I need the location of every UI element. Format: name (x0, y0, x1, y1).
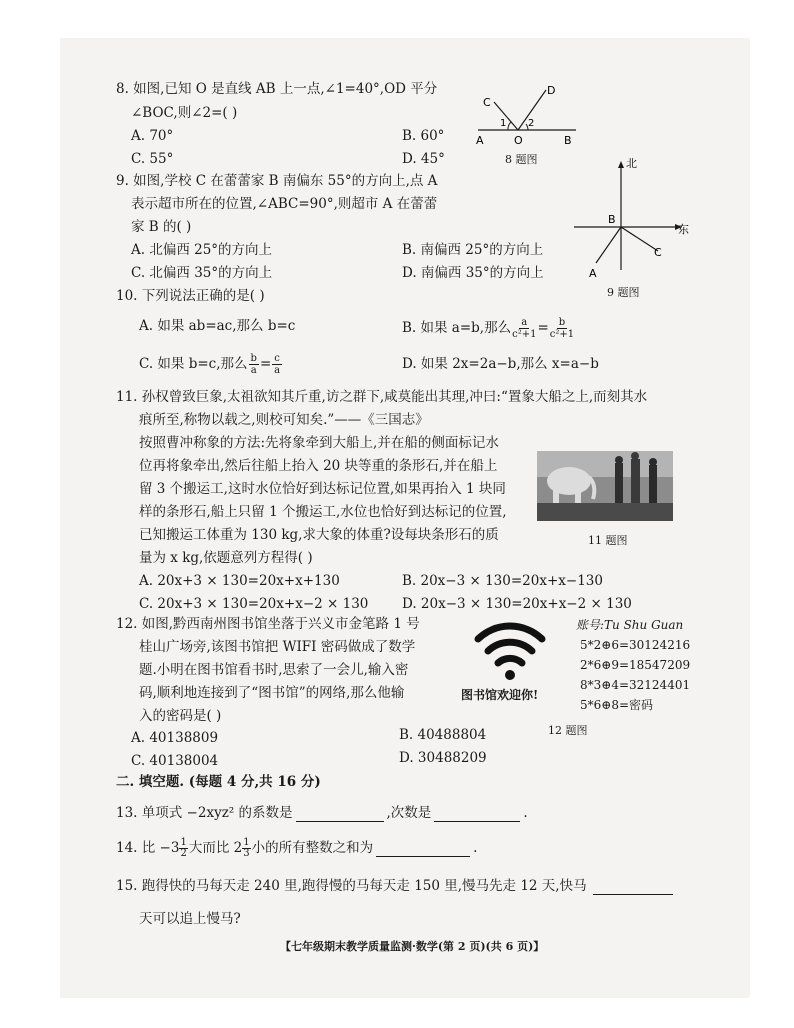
q14-text-post: 小的所有整数之和为 (251, 840, 374, 856)
numerator: a (521, 316, 528, 328)
q9-caption: 9 题图 (607, 286, 640, 299)
person-head-icon (649, 458, 657, 466)
q15-blank-days[interactable] (593, 880, 673, 895)
q11-line5: 留 3 个搬运工,这时水位恰好到达标记位置,如果再抬入 1 块同 (139, 481, 506, 497)
q11-line7: 已知搬运工体重为 130 kg,求大象的体重?设每块条形石的质 (139, 527, 499, 543)
q9-option-b: B. 南偏西 25°的方向上 (402, 242, 544, 258)
q12-equation-1: 5*2⊕6=30124216 (580, 638, 691, 652)
q11-line1: 11. 孙权曾致巨象,太祖欲知其斤重,访之群下,咸莫能出其理,冲曰:“置象大船之上,而刻其水 (116, 389, 648, 405)
q14-text-mid: 大而比 2 (188, 840, 243, 856)
q9-option-d: D. 南偏西 35°的方向上 (402, 265, 544, 281)
denominator: a (250, 364, 257, 376)
q14-text-end: . (473, 840, 478, 856)
q10-option-c-text: C. 如果 b=c,那么 (139, 356, 248, 372)
q10-option-a: A. 如果 ab=ac,那么 b=c (139, 318, 296, 334)
q15-text-line1: 15. 跑得快的马每天走 240 里,跑得慢的马每天走 150 里,慢马先走 12 天,快马 (116, 878, 587, 894)
q12-line1: 12. 如图,黔西南州图书馆坐落于兴义市金笔路 1 号 (116, 616, 420, 632)
q11-option-c: C. 20x+3 × 130=20x+x−2 × 130 (139, 596, 369, 612)
q13 (116, 804, 528, 822)
q10-stem: 10. 下列说法正确的是( ) (116, 288, 265, 304)
q9-option-c: C. 北偏西 35°的方向上 (131, 265, 273, 281)
q14-blank-answer[interactable] (376, 840, 470, 857)
q9-stem-line3: 家 B 的( ) (131, 219, 192, 235)
q9-stem-line2: 表示超市所在的位置,∠ABC=90°,则超市 A 在蕾蕾 (131, 196, 438, 212)
q14 (116, 834, 477, 862)
q11-option-b: B. 20x−3 × 130=20x+x−130 (402, 573, 603, 589)
q11-line2: 痕所至,称物以载之,则校可知矣.”——《三国志》 (139, 412, 429, 428)
person-head-icon (615, 456, 623, 464)
elephant-leg (575, 489, 581, 505)
q10-option-b-text: B. 如果 a=b,那么 (402, 320, 512, 336)
q12-option-a: A. 40138809 (131, 730, 219, 746)
q10-c-equals: = (259, 356, 272, 372)
q12-line3: 题.小明在图书馆看书时,思索了一会儿,输入密 (139, 662, 409, 678)
q11-option-d: D. 20x−3 × 130=20x+x−2 × 130 (402, 596, 632, 612)
q14-fraction-2 (242, 838, 250, 859)
q10-option-d: D. 如果 2x=2a−b,那么 x=a−b (402, 356, 599, 372)
q13-text-pre: 13. 单项式 −2xyz² 的系数是 (116, 805, 293, 821)
wifi-icon (470, 615, 550, 685)
q12-option-d: D. 30488209 (399, 750, 487, 766)
elephant-leg (553, 489, 559, 505)
q12-option-c: C. 40138004 (131, 753, 219, 769)
q12-caption: 12 题图 (548, 724, 588, 737)
denominator: 3 (243, 847, 250, 859)
q12-equation-4: 5*6⊕8=密码 (580, 698, 654, 712)
denominator: a (274, 364, 281, 376)
q8-label-angle1: 1 (500, 118, 507, 129)
q10-c-fraction-left (249, 353, 259, 376)
q11-line8: 量为 x kg,依题意列方程得( ) (139, 550, 313, 566)
denominator: 2 (180, 847, 187, 859)
q13-blank-coefficient[interactable] (296, 807, 384, 822)
q10-option-b (402, 312, 575, 344)
page-footer: 【七年级期末教学质量监测·数学(第 2 页)(共 6 页)】 (280, 940, 545, 953)
q8-label-b: B (564, 134, 572, 147)
q9-label-east: 东 (678, 223, 689, 236)
q11-line6: 样的条形石,船上只留 1 个搬运工,水位也恰好到达标记的位置, (139, 504, 507, 520)
person-figure-icon (649, 465, 657, 503)
person-head-icon (631, 452, 639, 460)
q9-label-c: C (654, 246, 662, 259)
q8-caption: 8 题图 (505, 153, 538, 166)
denominator: c²+1 (512, 328, 537, 340)
numerator: 1 (180, 836, 187, 848)
q12-equation-2: 2*6⊕9=18547209 (580, 658, 691, 672)
q11-elephant-illustration (537, 451, 673, 521)
q9-ray-bc (621, 227, 658, 251)
q9-stem-line1: 9. 如图,学校 C 在蕾蕾家 B 南偏东 55°的方向上,点 A (116, 173, 438, 189)
numerator: b (250, 352, 257, 364)
q8-label-o: O (514, 134, 523, 147)
q12-equation-3: 8*3⊕4=32124401 (580, 678, 691, 692)
q11-caption: 11 题图 (588, 534, 628, 547)
q8-option-c: C. 55° (131, 151, 174, 167)
denominator: c²+1 (549, 328, 575, 340)
q13-text-post: . (523, 805, 528, 821)
q8-stem-line1: 8. 如图,已知 O 是直线 AB 上一点,∠1=40°,OD 平分 (116, 81, 438, 97)
q8-option-b: B. 60° (402, 128, 445, 144)
q8-label-d: D (547, 84, 556, 97)
q10-c-fraction-right (272, 353, 282, 376)
q9-label-north: 北 (626, 157, 637, 170)
q15-line2: 天可以追上慢马? (139, 911, 241, 927)
q11-illustration-boat (537, 503, 673, 521)
q8-label-a: A (476, 134, 484, 147)
q14-fraction-1 (179, 838, 187, 859)
numerator: 1 (243, 836, 250, 848)
q8-label-angle2: 2 (528, 118, 535, 129)
q12-account: 账号:Tu Shu Guan (576, 618, 684, 632)
q11-option-a: A. 20x+3 × 130=20x+x+130 (139, 573, 340, 589)
q9-label-b: B (608, 213, 616, 226)
q10-b-fraction-right (550, 317, 574, 340)
q10-b-fraction-left (512, 317, 536, 340)
q10-b-equals: = (537, 320, 549, 336)
q10-option-c (139, 350, 283, 378)
q9-north-arrow (618, 161, 624, 168)
section-heading-fill-in: 二. 填空题. (每题 4 分,共 16 分) (116, 774, 321, 790)
person-figure-icon (631, 459, 640, 503)
q8-option-a: A. 70° (131, 128, 174, 144)
q8-stem-line2: ∠BOC,则∠2=( ) (131, 105, 238, 121)
q9-figure (570, 155, 695, 285)
q12-line2: 桂山广场旁,该图书馆把 WIFI 密码做成了数学 (139, 639, 416, 655)
q12-wifi-welcome: 图书馆欢迎你! (461, 688, 539, 702)
q8-figure (472, 80, 582, 150)
q9-ray-ba (596, 227, 621, 263)
q14-text-pre: 14. 比 −3 (116, 840, 180, 856)
q9-option-a: A. 北偏西 25°的方向上 (131, 242, 273, 258)
q12-line4: 码,顺利地连接到了“图书馆”的网络,那么他输 (139, 685, 405, 701)
q11-line4: 位再将象牵出,然后往船上抬入 20 块等重的条形石,并在船上 (139, 458, 498, 474)
q9-label-a: A (589, 267, 597, 280)
q8-option-d: D. 45° (402, 151, 445, 167)
q12-line5: 入的密码是( ) (139, 708, 222, 724)
q12-option-b: B. 40488804 (399, 727, 487, 743)
q13-text-mid: ,次数是 (386, 805, 432, 821)
q8-label-c: C (483, 96, 491, 109)
q15-line1 (116, 877, 673, 895)
q8-angle1-arc (508, 122, 511, 130)
q11-line3: 按照曹冲称象的方法:先将象牵到大船上,并在船的侧面标记水 (139, 435, 499, 451)
person-figure-icon (615, 463, 623, 503)
numerator: b (558, 316, 566, 328)
numerator: c (274, 352, 280, 364)
q13-blank-degree[interactable] (434, 807, 520, 822)
